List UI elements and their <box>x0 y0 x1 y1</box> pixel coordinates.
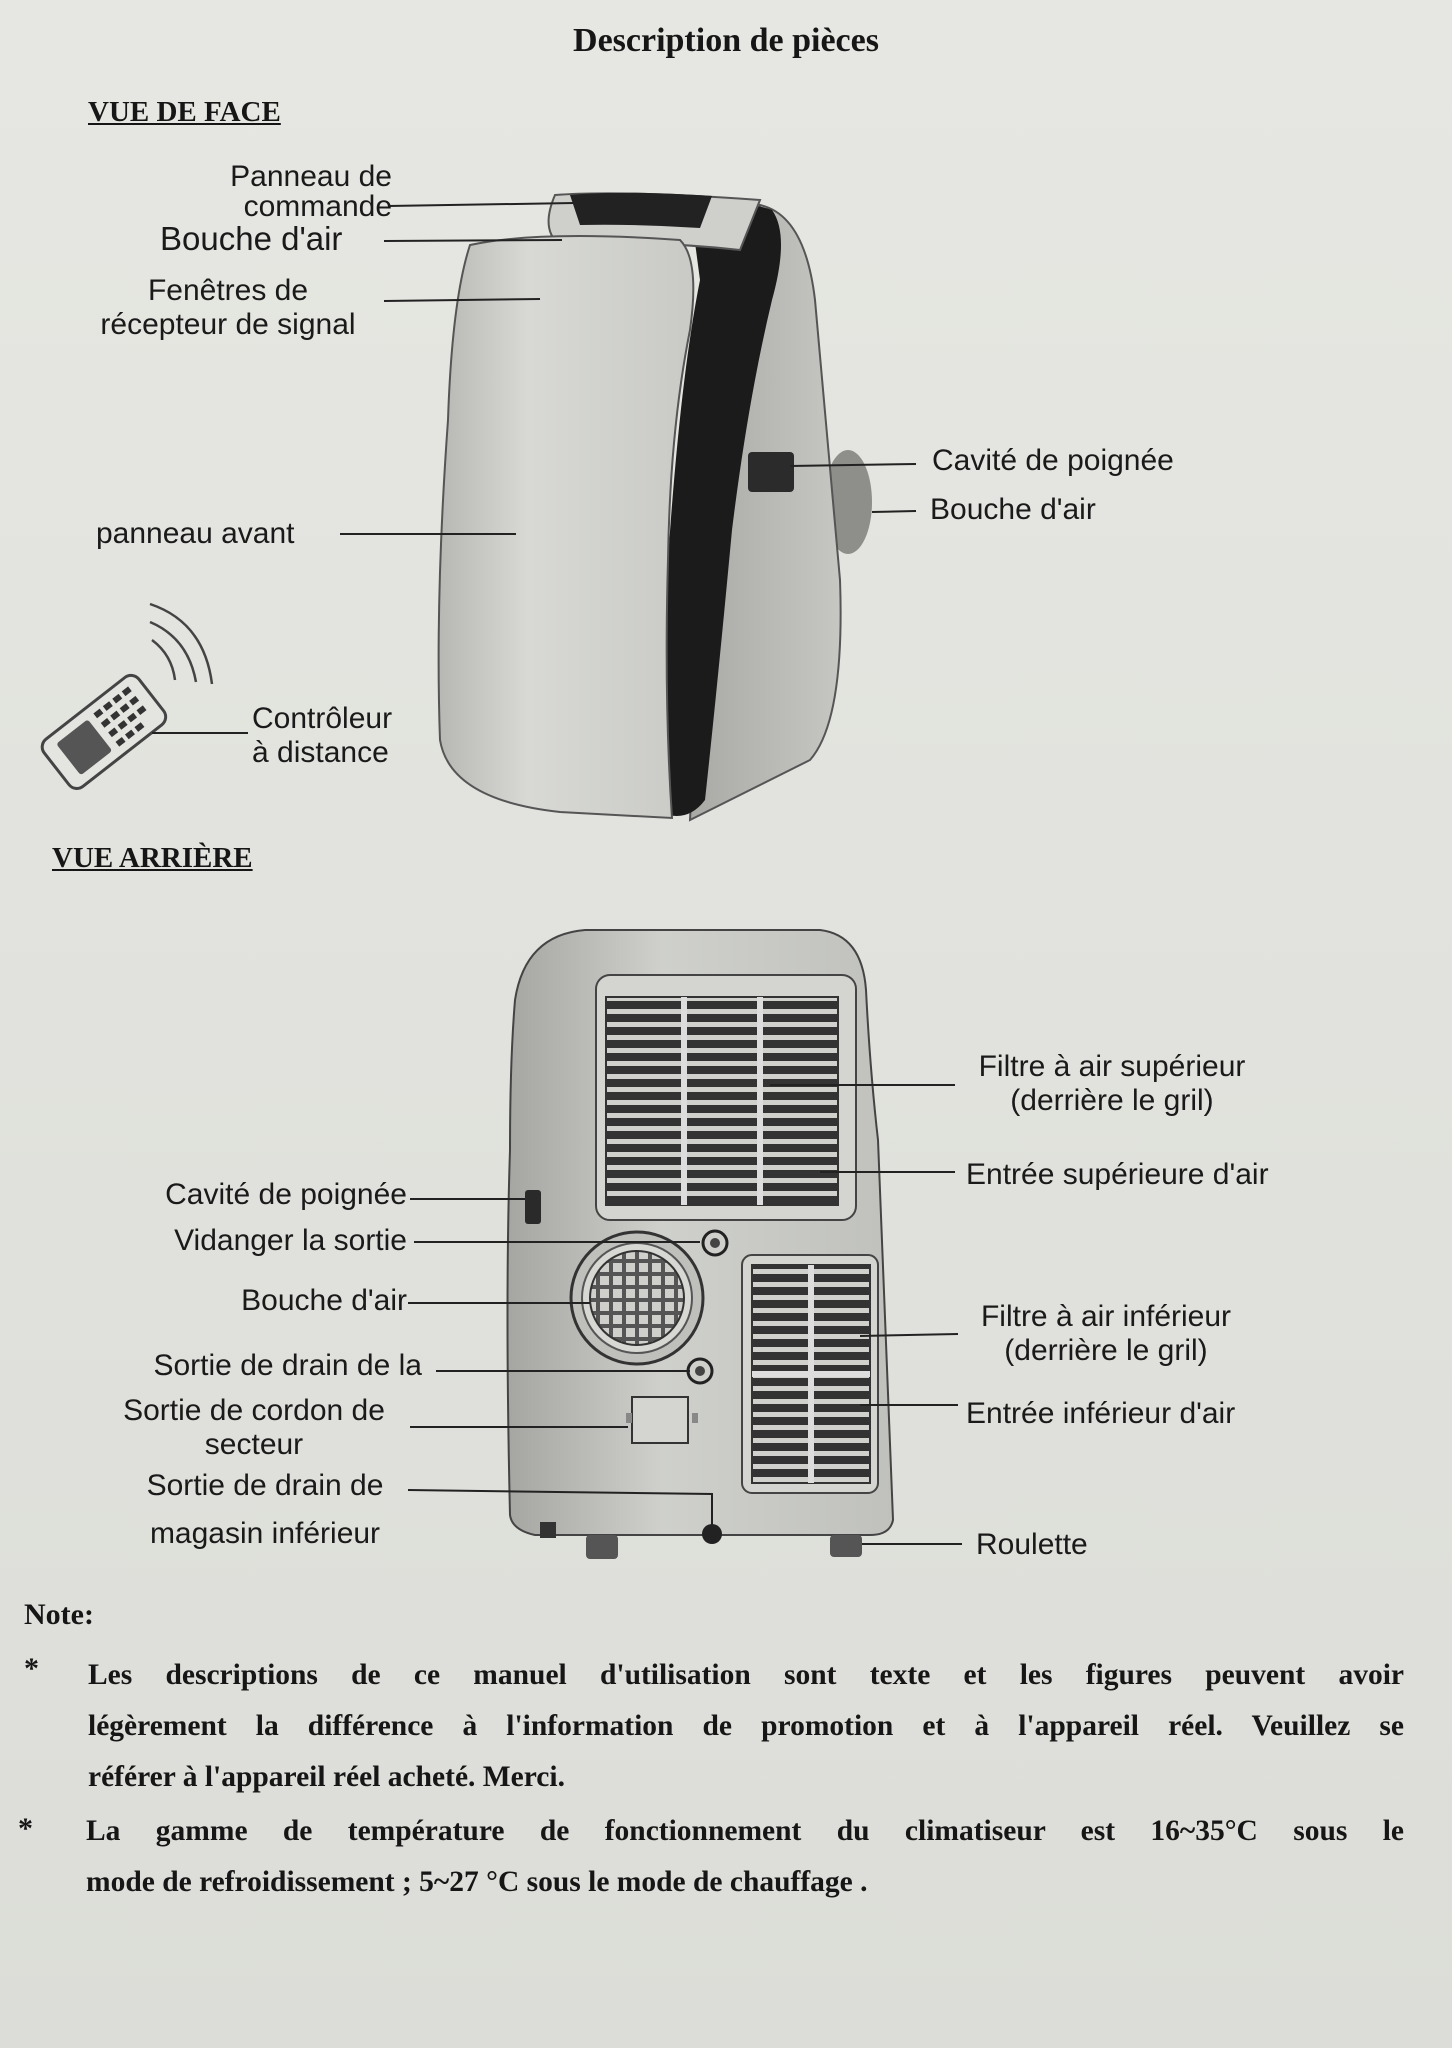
rear-view-heading: VUE ARRIÈRE <box>52 842 253 874</box>
label-drain-outlet-2: Sortie de drain de la <box>153 1349 422 1382</box>
label-drain-outlet: Vidanger la sortie <box>174 1224 407 1257</box>
label-signal-receiver <box>70 274 386 342</box>
note-bullet-2: * <box>18 1812 33 1845</box>
note-line: légèrement la différence à l'information de promotion et à l'appareil réel. Veuillez se <box>88 1710 1404 1742</box>
front-unit-illustration <box>439 193 872 820</box>
label-line: Fenêtres de <box>147 274 309 307</box>
label-line: commande <box>243 190 392 223</box>
control-panel <box>570 193 712 228</box>
note-bullet-1: * <box>24 1652 39 1685</box>
label-lower-tank-drain <box>120 1469 410 1551</box>
label-control-panel <box>160 160 392 224</box>
note-line: référer à l'appareil réel acheté. Merci. <box>88 1761 565 1793</box>
front-view-heading: VUE DE FACE <box>88 96 281 128</box>
page-title: Description de pièces <box>573 22 879 59</box>
label-upper-air-inlet: Entrée supérieure d'air <box>966 1158 1269 1191</box>
handle-cavity <box>748 452 794 492</box>
signal-waves-icon <box>150 604 212 684</box>
label-line: Filtre à air inférieur <box>980 1300 1232 1333</box>
rear-unit-illustration <box>508 930 894 1559</box>
label-remote-control <box>252 702 392 770</box>
label-power-cord-outlet <box>96 1394 412 1462</box>
note-line: mode de refroidissement ; 5~27 °C sous le mode de chauffage . <box>86 1866 868 1898</box>
note-item-2 <box>86 1806 1404 1908</box>
note-title: Note: <box>24 1598 94 1631</box>
caster-wheel <box>586 1535 618 1559</box>
rear-air-outlet <box>590 1251 684 1345</box>
label-lower-filter <box>938 1300 1274 1368</box>
label-line: récepteur de signal <box>100 308 356 341</box>
label-line: Filtre à air supérieur <box>978 1050 1246 1083</box>
note-item-1 <box>88 1650 1404 1803</box>
label-lower-air-inlet: Entrée inférieur d'air <box>966 1397 1236 1430</box>
label-front-handle-cavity: Cavité de poignée <box>932 444 1174 477</box>
label-side-air-outlet: Bouche d'air <box>930 493 1096 526</box>
label-line: Contrôleur <box>252 702 393 735</box>
label-front-panel: panneau avant <box>96 517 295 550</box>
remote-control-icon <box>38 671 170 792</box>
label-rear-air-outlet: Bouche d'air <box>241 1284 407 1317</box>
label-caster: Roulette <box>976 1528 1088 1561</box>
rear-handle-cavity <box>525 1190 541 1224</box>
note-line: Les descriptions de ce manuel d'utilisation sont texte et les figures peuvent avoir <box>88 1659 1404 1691</box>
label-line: Panneau de <box>230 160 392 193</box>
label-line: (derrière le gril) <box>1010 1084 1214 1117</box>
label-rear-handle-cavity: Cavité de poignée <box>165 1178 407 1211</box>
label-line: à distance <box>252 736 389 769</box>
upper-grill <box>606 997 838 1205</box>
label-line: Sortie de drain de <box>146 1469 384 1502</box>
label-top-air-outlet: Bouche d'air <box>160 220 343 257</box>
label-line: Sortie de cordon de <box>123 1394 385 1427</box>
label-line: secteur <box>204 1428 304 1461</box>
label-line: (derrière le gril) <box>1004 1334 1208 1367</box>
label-upper-filter <box>948 1050 1276 1118</box>
label-line: magasin inférieur <box>149 1517 381 1550</box>
note-line: La gamme de température de fonctionnement du climatiseur est 16~35°C sous le <box>86 1815 1404 1847</box>
front-panel <box>439 236 694 818</box>
